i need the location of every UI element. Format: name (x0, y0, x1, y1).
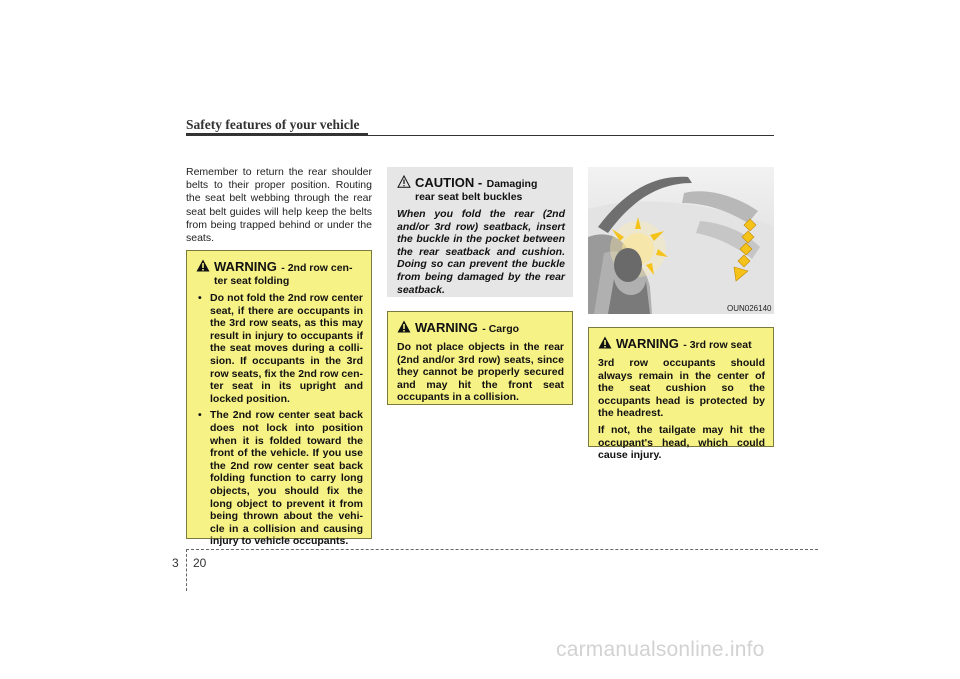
warning-triangle-icon (397, 320, 411, 333)
caution-heading (397, 174, 565, 192)
warning-list-item: • Do not fold the 2nd row center seat, if there are occupants in the 3rd row seats, as this may result in injury to occupants if the seat moves during a colli-sion. If occupants in the 3rd row seats, fix the 2nd row cen-ter seat in its upright and locked position. (196, 292, 363, 405)
warning-text: Do not place objects in the rear (2nd and/or 3rd row) seats, since they cannot be properly secured and may hit the front seat occupants in a collision. (397, 341, 564, 404)
warning-list (196, 292, 363, 548)
warning-subtitle: - 2nd row cen- (281, 262, 353, 274)
caution-box-buckles (387, 167, 573, 297)
third-row-headrest-illustration (588, 167, 774, 314)
warning-subtitle-continued: ter seat folding (214, 275, 290, 287)
warning-box-2nd-row (186, 250, 372, 548)
footer-divider (186, 549, 187, 591)
warning-box-cargo (387, 311, 573, 405)
caution-subtitle: Damaging (486, 178, 538, 190)
page-number: 20 (193, 556, 207, 570)
warning-keyword: WARNING (616, 336, 679, 351)
caution-subtitle-continued: rear seat belt buckles (415, 191, 523, 203)
caution-text: When you fold the rear (2nd and/or 3rd row) seatback, insert the buckle in the pocket between the rear seatback and cushion. Doing so can prevent the buckle from being damaged by the rear seatback. (397, 208, 565, 296)
warning-text: 3rd row occupants should always remain in the center of the seat cushion so the occupants head is protected by the headrest. (598, 357, 765, 420)
warning-triangle-icon (598, 336, 612, 349)
warning-heading (196, 258, 363, 276)
warning-heading (598, 335, 765, 353)
warning-subtitle: - 3rd row seat (683, 339, 752, 351)
warning-text-2: If not, the tailgate may hit the occupant's head, which could cause injury. (598, 423, 765, 462)
warning-box-3rd-row (588, 327, 774, 462)
warning-triangle-icon (196, 259, 210, 272)
warning-keyword: WARNING (214, 259, 277, 274)
illustration-code: OUN026140 (727, 304, 772, 313)
caution-keyword: CAUTION - (415, 175, 483, 190)
footer-rule (186, 549, 818, 550)
watermark: carmanualsonline.info (556, 638, 765, 661)
caution-triangle-icon (397, 175, 411, 188)
header-rule (186, 135, 774, 136)
section-number: 3 (172, 556, 179, 570)
warning-keyword: WARNING (415, 320, 478, 335)
warning-list-item: • The 2nd row center seat back does not lock into position when it is folded toward the front of the vehicle. If you use the 2nd row center seat back folding function to carry long objects, you should fix the long object to prevent it from being thrown about the vehi-cle in a collision and causing injury to vehicle occupants. (196, 409, 363, 548)
warning-subtitle: - Cargo (482, 323, 520, 335)
warning-heading (397, 319, 564, 337)
page-header-title: Safety features of your vehicle (186, 117, 360, 132)
intro-paragraph: Remember to return the rear shoulder belts to their proper position. Routing the seat belt webbing through the rear seat belt guides will help keep the belts from being trapped behind or under the seats. (186, 166, 372, 245)
